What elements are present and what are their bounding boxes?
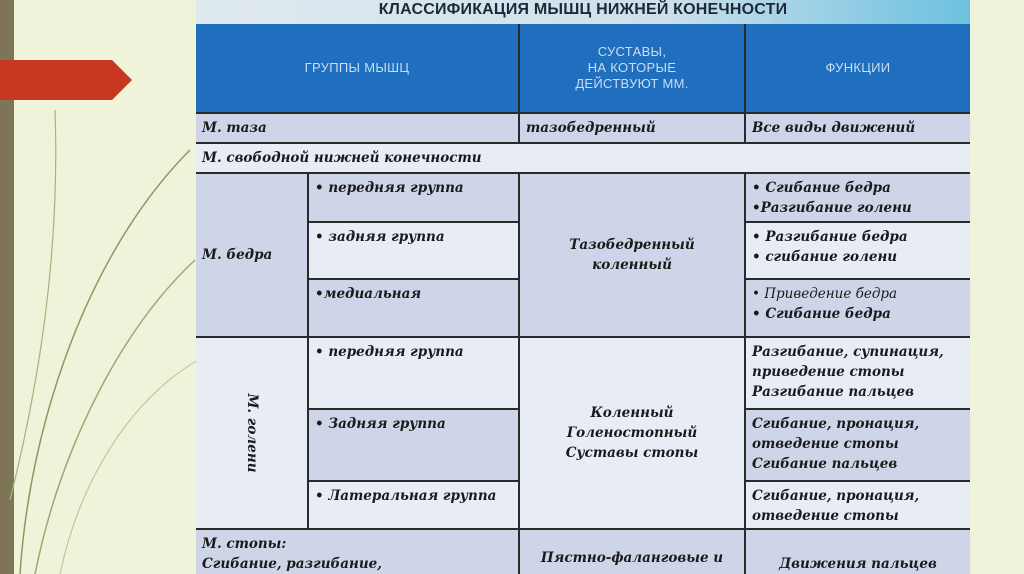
slide-title: КЛАССИФИКАЦИЯ МЫШЦ НИЖНЕЙ КОНЕЧНОСТИ — [378, 1, 788, 18]
thigh-posterior-function: • Разгибание бедра • сгибание голени — [746, 223, 970, 278]
thigh-medial-function-line2: • Сгибание бедра — [752, 306, 891, 322]
header-joints: СУСТАВЫ, НА КОТОРЫЕ ДЕЙСТВУЮТ ММ. — [520, 24, 744, 112]
slide — [196, 0, 970, 574]
leg-posterior-function: Сгибание, пронация, отведение стопы Сгибание пальцев — [746, 410, 970, 480]
pelvis-joint: тазобедренный — [520, 114, 744, 142]
leg-anterior-function: Разгибание, супинация, приведение стопы Разгибание пальцев — [746, 338, 970, 408]
pelvis-group: М. таза — [196, 114, 518, 142]
leg-joints: Коленный Голеностопный Суставы стопы — [520, 338, 744, 528]
free-limb-row: М. свободной нижней конечности — [196, 144, 970, 172]
leg-lateral-group: • Латеральная группа — [309, 482, 518, 528]
leg-anterior-group: • передняя группа — [309, 338, 518, 408]
thigh-posterior-group: • задняя группа — [309, 223, 518, 278]
leg-label-cell — [196, 338, 307, 528]
header-groups: ГРУППЫ МЫШЦ — [196, 24, 518, 112]
thigh-medial-function-line1: • Приведение бедра — [752, 286, 898, 302]
foot-joint: Пястно-фаланговые и — [520, 530, 744, 574]
pelvis-function: Все виды движений — [746, 114, 970, 142]
thigh-anterior-function: • Сгибание бедра •Разгибание голени — [746, 174, 970, 221]
leg-lateral-function: Сгибание, пронация, отведение стопы — [746, 482, 970, 528]
leg-posterior-group: • Задняя группа — [309, 410, 518, 480]
foot-function: Движения пальцев — [746, 530, 970, 574]
thigh-medial-group: •медиальная — [309, 280, 518, 336]
thigh-joints: Тазобедренный коленный — [520, 174, 744, 336]
leg-label: М. голени — [243, 393, 260, 473]
foot-group: М. стопы: Сгибание, разгибание, — [196, 530, 518, 574]
thigh-medial-function — [746, 280, 970, 336]
thigh-anterior-group: • передняя группа — [309, 174, 518, 221]
thigh-label: М. бедра — [196, 174, 307, 336]
header-functions: ФУНКЦИИ — [746, 24, 970, 112]
arrow-marker — [0, 60, 132, 100]
